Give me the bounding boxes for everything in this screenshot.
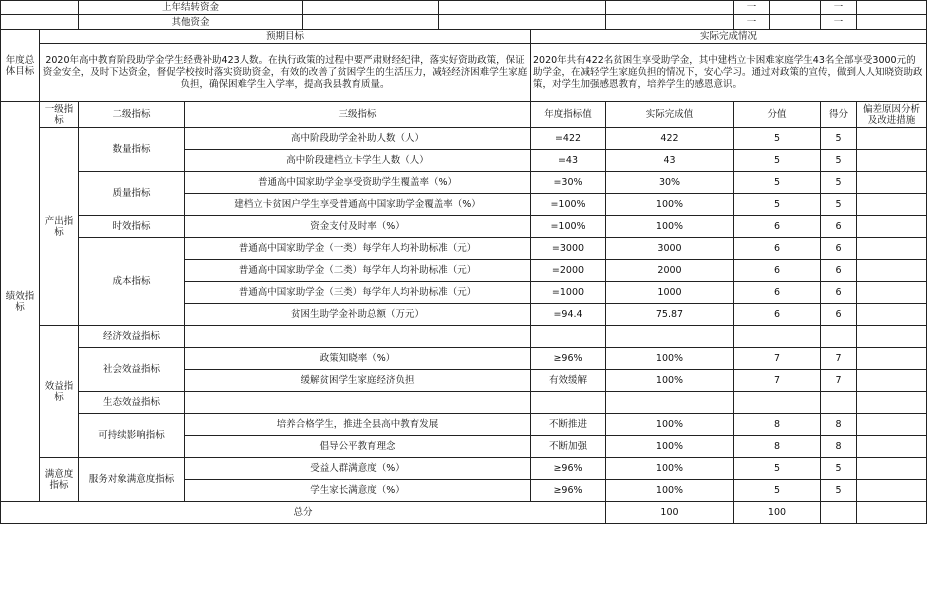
- fund-value: 一: [734, 1, 770, 15]
- target-cell: [531, 326, 606, 348]
- level2-cell: 经济效益指标: [79, 326, 185, 348]
- target-cell: ≥96%: [531, 458, 606, 480]
- score-got-cell: 5: [821, 194, 857, 216]
- header-level3: 三级指标: [185, 102, 531, 128]
- level3-cell: 普通高中国家助学金享受资助学生覆盖率（%）: [185, 172, 531, 194]
- target-cell: =100%: [531, 194, 606, 216]
- level3-cell: 普通高中国家助学金（三类）每学年人均补助标准（元）: [185, 282, 531, 304]
- level3-cell: 高中阶段助学金补助人数（人）: [185, 128, 531, 150]
- level3-cell: [185, 326, 531, 348]
- reason-cell: [857, 480, 927, 502]
- score-got-cell: 5: [821, 172, 857, 194]
- fund-value: [439, 1, 606, 15]
- target-cell: =3000: [531, 238, 606, 260]
- actual-cell: 100%: [606, 436, 734, 458]
- actual-cell: 100%: [606, 480, 734, 502]
- target-cell: =30%: [531, 172, 606, 194]
- level2-cell: 服务对象满意度指标: [79, 458, 185, 502]
- score-got-cell: 6: [821, 216, 857, 238]
- score-full-cell: 5: [734, 150, 821, 172]
- target-cell: ≥96%: [531, 480, 606, 502]
- score-got-cell: 6: [821, 282, 857, 304]
- reason-cell: [857, 458, 927, 480]
- level2-cell: 可持续影响指标: [79, 414, 185, 458]
- reason-cell: [857, 326, 927, 348]
- target-cell: [531, 392, 606, 414]
- actual-cell: 2000: [606, 260, 734, 282]
- score-full-cell: 6: [734, 260, 821, 282]
- actual-cell: 100%: [606, 348, 734, 370]
- reason-cell: [857, 260, 927, 282]
- target-cell: =2000: [531, 260, 606, 282]
- reason-cell: [857, 172, 927, 194]
- level3-cell: 缓解贫困学生家庭经济负担: [185, 370, 531, 392]
- level1-cell: 满意度指标: [40, 458, 79, 502]
- fund-value: [606, 15, 734, 30]
- target-cell: =100%: [531, 216, 606, 238]
- score-got-cell: 5: [821, 480, 857, 502]
- score-got-cell: 5: [821, 128, 857, 150]
- score-full-cell: 7: [734, 348, 821, 370]
- reason-cell: [857, 150, 927, 172]
- total-full: 100: [606, 502, 734, 524]
- level1-cell: 产出指标: [40, 128, 79, 326]
- score-got-cell: 7: [821, 348, 857, 370]
- goal-expected-header: 预期目标: [40, 30, 531, 44]
- target-cell: ≥96%: [531, 348, 606, 370]
- score-got-cell: 6: [821, 260, 857, 282]
- level2-cell: 数量指标: [79, 128, 185, 172]
- score-full-cell: 6: [734, 216, 821, 238]
- score-got-cell: [821, 326, 857, 348]
- fund-blank: [1, 15, 79, 30]
- score-got-cell: 8: [821, 414, 857, 436]
- fund-value: 一: [821, 1, 857, 15]
- level2-cell: 质量指标: [79, 172, 185, 216]
- total-label: 总分: [1, 502, 606, 524]
- header-actual: 实际完成值: [606, 102, 734, 128]
- score-full-cell: 5: [734, 194, 821, 216]
- actual-cell: 100%: [606, 370, 734, 392]
- actual-cell: 43: [606, 150, 734, 172]
- score-got-cell: 7: [821, 370, 857, 392]
- total-blank: [857, 502, 927, 524]
- goal-label: 年度总体目标: [1, 30, 40, 102]
- actual-cell: 3000: [606, 238, 734, 260]
- reason-cell: [857, 282, 927, 304]
- actual-cell: 75.87: [606, 304, 734, 326]
- fund-value: 一: [734, 15, 770, 30]
- target-cell: =422: [531, 128, 606, 150]
- total-blank: [821, 502, 857, 524]
- target-cell: =94.4: [531, 304, 606, 326]
- actual-cell: 100%: [606, 216, 734, 238]
- level3-cell: 培养合格学生，推进全县高中教育发展: [185, 414, 531, 436]
- header-score-got: 得分: [821, 102, 857, 128]
- reason-cell: [857, 370, 927, 392]
- level3-cell: 资金支付及时率（%）: [185, 216, 531, 238]
- level3-cell: 学生家长满意度（%）: [185, 480, 531, 502]
- fund-value: [770, 15, 821, 30]
- actual-cell: 100%: [606, 458, 734, 480]
- reason-cell: [857, 238, 927, 260]
- target-cell: =43: [531, 150, 606, 172]
- goal-actual-header: 实际完成情况: [531, 30, 927, 44]
- target-cell: 有效缓解: [531, 370, 606, 392]
- level2-cell: 成本指标: [79, 238, 185, 326]
- fund-value: 一: [821, 15, 857, 30]
- reason-cell: [857, 128, 927, 150]
- score-full-cell: 5: [734, 480, 821, 502]
- actual-cell: 30%: [606, 172, 734, 194]
- target-cell: 不断推进: [531, 414, 606, 436]
- score-full-cell: 6: [734, 282, 821, 304]
- reason-cell: [857, 304, 927, 326]
- score-full-cell: [734, 392, 821, 414]
- fund-value: [857, 1, 927, 15]
- score-full-cell: 7: [734, 370, 821, 392]
- total-got: 100: [734, 502, 821, 524]
- score-got-cell: 6: [821, 238, 857, 260]
- score-got-cell: 6: [821, 304, 857, 326]
- score-full-cell: 5: [734, 458, 821, 480]
- fund-blank: [1, 1, 79, 15]
- score-got-cell: 5: [821, 150, 857, 172]
- level3-cell: [185, 392, 531, 414]
- reason-cell: [857, 392, 927, 414]
- score-full-cell: 5: [734, 128, 821, 150]
- level3-cell: 受益人群满意度（%）: [185, 458, 531, 480]
- level3-cell: 政策知晓率（%）: [185, 348, 531, 370]
- perf-label: 绩效指标: [1, 102, 40, 502]
- actual-cell: [606, 326, 734, 348]
- score-full-cell: 8: [734, 414, 821, 436]
- actual-cell: 1000: [606, 282, 734, 304]
- target-cell: 不断加强: [531, 436, 606, 458]
- reason-cell: [857, 194, 927, 216]
- fund-value: [303, 15, 439, 30]
- fund-value: [857, 15, 927, 30]
- header-target: 年度指标值: [531, 102, 606, 128]
- target-cell: =1000: [531, 282, 606, 304]
- level1-cell: 效益指标: [40, 326, 79, 458]
- level3-cell: 普通高中国家助学金（二类）每学年人均补助标准（元）: [185, 260, 531, 282]
- level3-cell: 普通高中国家助学金（一类）每学年人均补助标准（元）: [185, 238, 531, 260]
- score-full-cell: 6: [734, 238, 821, 260]
- level2-cell: 社会效益指标: [79, 348, 185, 392]
- score-full-cell: 8: [734, 436, 821, 458]
- score-full-cell: 5: [734, 172, 821, 194]
- actual-cell: 100%: [606, 194, 734, 216]
- score-got-cell: 8: [821, 436, 857, 458]
- reason-cell: [857, 436, 927, 458]
- fund-value: [770, 1, 821, 15]
- fund-label: 上年结转资金: [79, 1, 303, 15]
- fund-value: [439, 15, 606, 30]
- score-got-cell: [821, 392, 857, 414]
- reason-cell: [857, 414, 927, 436]
- level3-cell: 倡导公平教育理念: [185, 436, 531, 458]
- goal-expected-text: 2020年高中教育阶段助学金学生经费补助423人数。在执行政策的过程中要严肃财经纪律，落实好资助政策，保证资金安全，及时下达资金，督促学校按时落实资助资金，有效的改善了贫困学生的生活压力，减轻经济困难学生家庭负担，确保困难学生入学率，提高我县教育质量。: [40, 44, 531, 102]
- score-full-cell: 6: [734, 304, 821, 326]
- fund-label: 其他资金: [79, 15, 303, 30]
- actual-cell: 100%: [606, 414, 734, 436]
- fund-value: [303, 1, 439, 15]
- header-level1: 一级指标: [40, 102, 79, 128]
- level3-cell: 高中阶段建档立卡学生人数（人）: [185, 150, 531, 172]
- level2-cell: 生态效益指标: [79, 392, 185, 414]
- level3-cell: 贫困生助学金补助总额（万元）: [185, 304, 531, 326]
- goal-actual-text: 2020年共有422名贫困生享受助学金，其中建档立卡困难家庭学生43名全部享受3000元的助学金，在减轻学生家庭负担的情况下，安心学习。通过对政策的宣传，做到人人知晓资助政策，对学生加强感恩教育，培养学生的感恩意识。: [531, 44, 927, 102]
- score-full-cell: [734, 326, 821, 348]
- level2-cell: 时效指标: [79, 216, 185, 238]
- header-level2: 二级指标: [79, 102, 185, 128]
- actual-cell: [606, 392, 734, 414]
- header-reason: 偏差原因分析及改进措施: [857, 102, 927, 128]
- header-score-full: 分值: [734, 102, 821, 128]
- reason-cell: [857, 216, 927, 238]
- reason-cell: [857, 348, 927, 370]
- fund-value: [606, 1, 734, 15]
- score-got-cell: 5: [821, 458, 857, 480]
- level3-cell: 建档立卡贫困户学生享受普通高中国家助学金覆盖率（%）: [185, 194, 531, 216]
- actual-cell: 422: [606, 128, 734, 150]
